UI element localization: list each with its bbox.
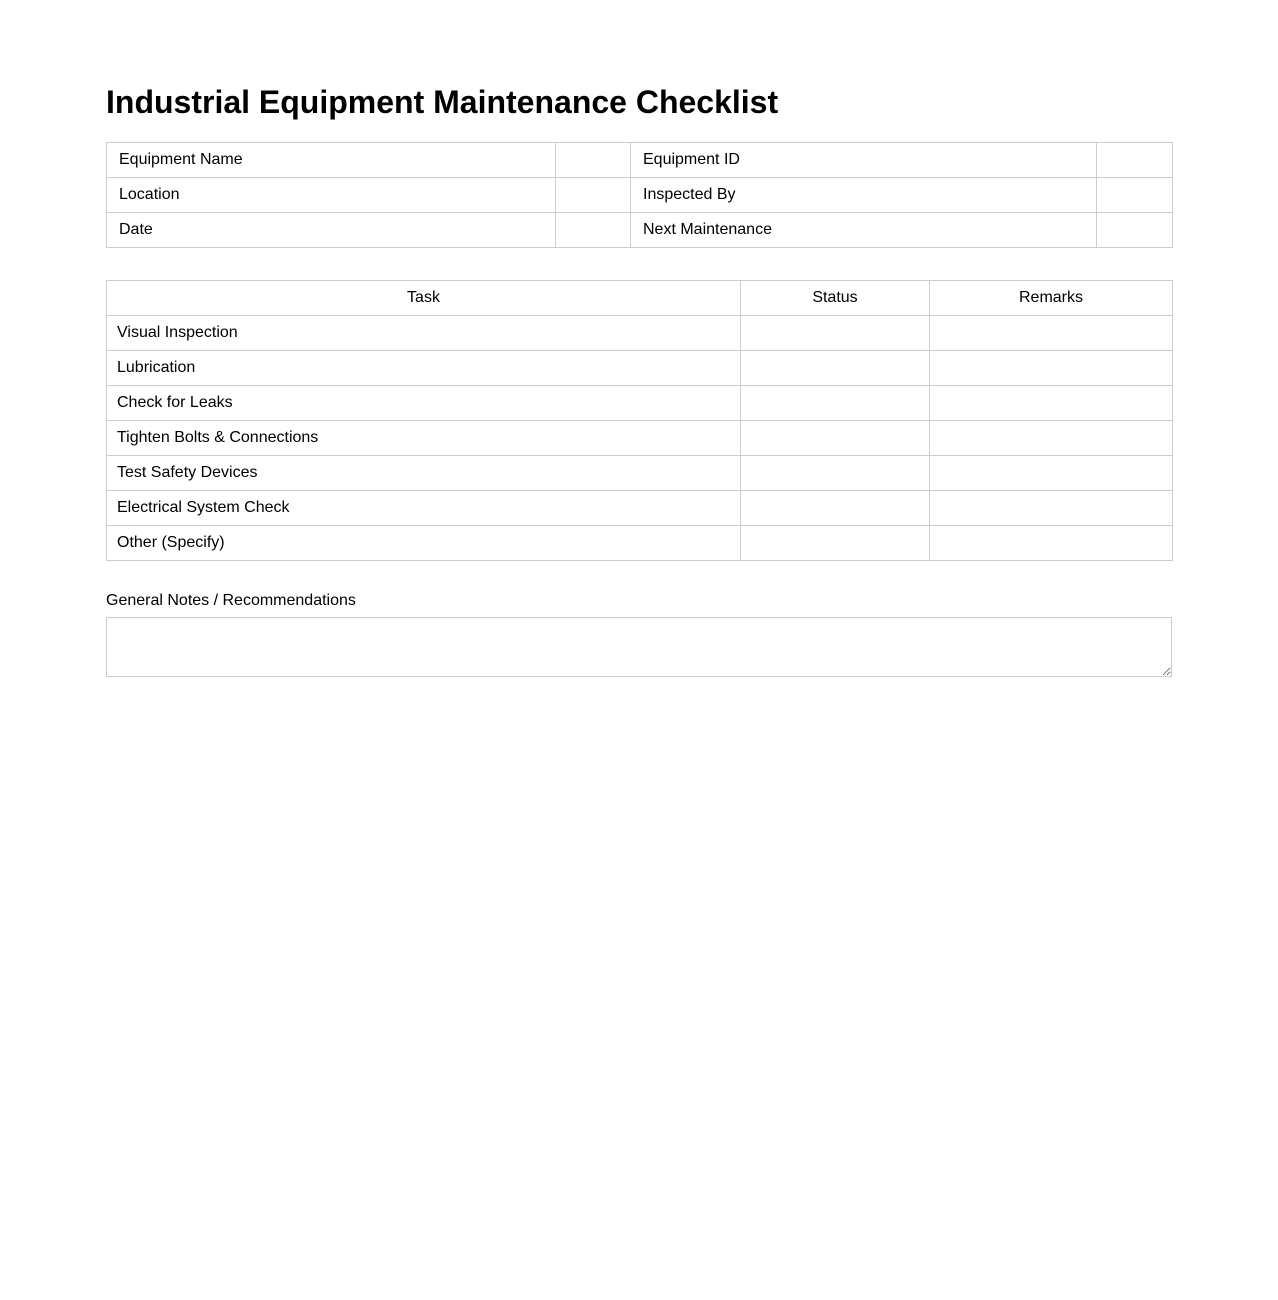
equipment-id-label: Equipment ID bbox=[631, 143, 1097, 178]
task-status[interactable] bbox=[741, 456, 930, 491]
inspected-by-value[interactable] bbox=[1097, 178, 1173, 213]
notes-label: General Notes / Recommendations bbox=[106, 592, 356, 609]
task-remarks[interactable] bbox=[930, 456, 1173, 491]
task-status[interactable] bbox=[741, 526, 930, 561]
task-remarks[interactable] bbox=[930, 386, 1173, 421]
notes-textarea[interactable] bbox=[106, 617, 1172, 677]
table-row bbox=[107, 526, 1173, 561]
date-label: Date bbox=[107, 213, 556, 248]
task-status[interactable] bbox=[741, 421, 930, 456]
location-label: Location bbox=[107, 178, 556, 213]
table-row bbox=[107, 316, 1173, 351]
table-row bbox=[107, 386, 1173, 421]
date-value[interactable] bbox=[556, 213, 631, 248]
inspected-by-label: Inspected By bbox=[631, 178, 1097, 213]
info-row bbox=[107, 213, 1173, 248]
task-name: Tighten Bolts & Connections bbox=[107, 421, 741, 456]
task-table bbox=[106, 280, 1173, 561]
header-task: Task bbox=[107, 281, 741, 316]
task-status[interactable] bbox=[741, 316, 930, 351]
location-value[interactable] bbox=[556, 178, 631, 213]
table-row bbox=[107, 491, 1173, 526]
task-remarks[interactable] bbox=[930, 316, 1173, 351]
info-row bbox=[107, 178, 1173, 213]
task-name: Electrical System Check bbox=[107, 491, 741, 526]
task-status[interactable] bbox=[741, 386, 930, 421]
header-remarks: Remarks bbox=[930, 281, 1173, 316]
task-remarks[interactable] bbox=[930, 491, 1173, 526]
equipment-info-table bbox=[106, 142, 1173, 248]
table-row bbox=[107, 456, 1173, 491]
equipment-name-value[interactable] bbox=[556, 143, 631, 178]
task-remarks[interactable] bbox=[930, 526, 1173, 561]
task-name: Visual Inspection bbox=[107, 316, 741, 351]
task-status[interactable] bbox=[741, 491, 930, 526]
header-status: Status bbox=[741, 281, 930, 316]
task-remarks[interactable] bbox=[930, 421, 1173, 456]
task-table-header bbox=[107, 281, 1173, 316]
task-remarks[interactable] bbox=[930, 351, 1173, 386]
equipment-id-value[interactable] bbox=[1097, 143, 1173, 178]
next-maintenance-label: Next Maintenance bbox=[631, 213, 1097, 248]
info-row bbox=[107, 143, 1173, 178]
table-row bbox=[107, 351, 1173, 386]
task-name: Other (Specify) bbox=[107, 526, 741, 561]
task-name: Check for Leaks bbox=[107, 386, 741, 421]
task-name: Lubrication bbox=[107, 351, 741, 386]
task-status[interactable] bbox=[741, 351, 930, 386]
table-row bbox=[107, 421, 1173, 456]
next-maintenance-value[interactable] bbox=[1097, 213, 1173, 248]
page-title: Industrial Equipment Maintenance Checklist bbox=[106, 84, 779, 120]
task-name: Test Safety Devices bbox=[107, 456, 741, 491]
equipment-name-label: Equipment Name bbox=[107, 143, 556, 178]
